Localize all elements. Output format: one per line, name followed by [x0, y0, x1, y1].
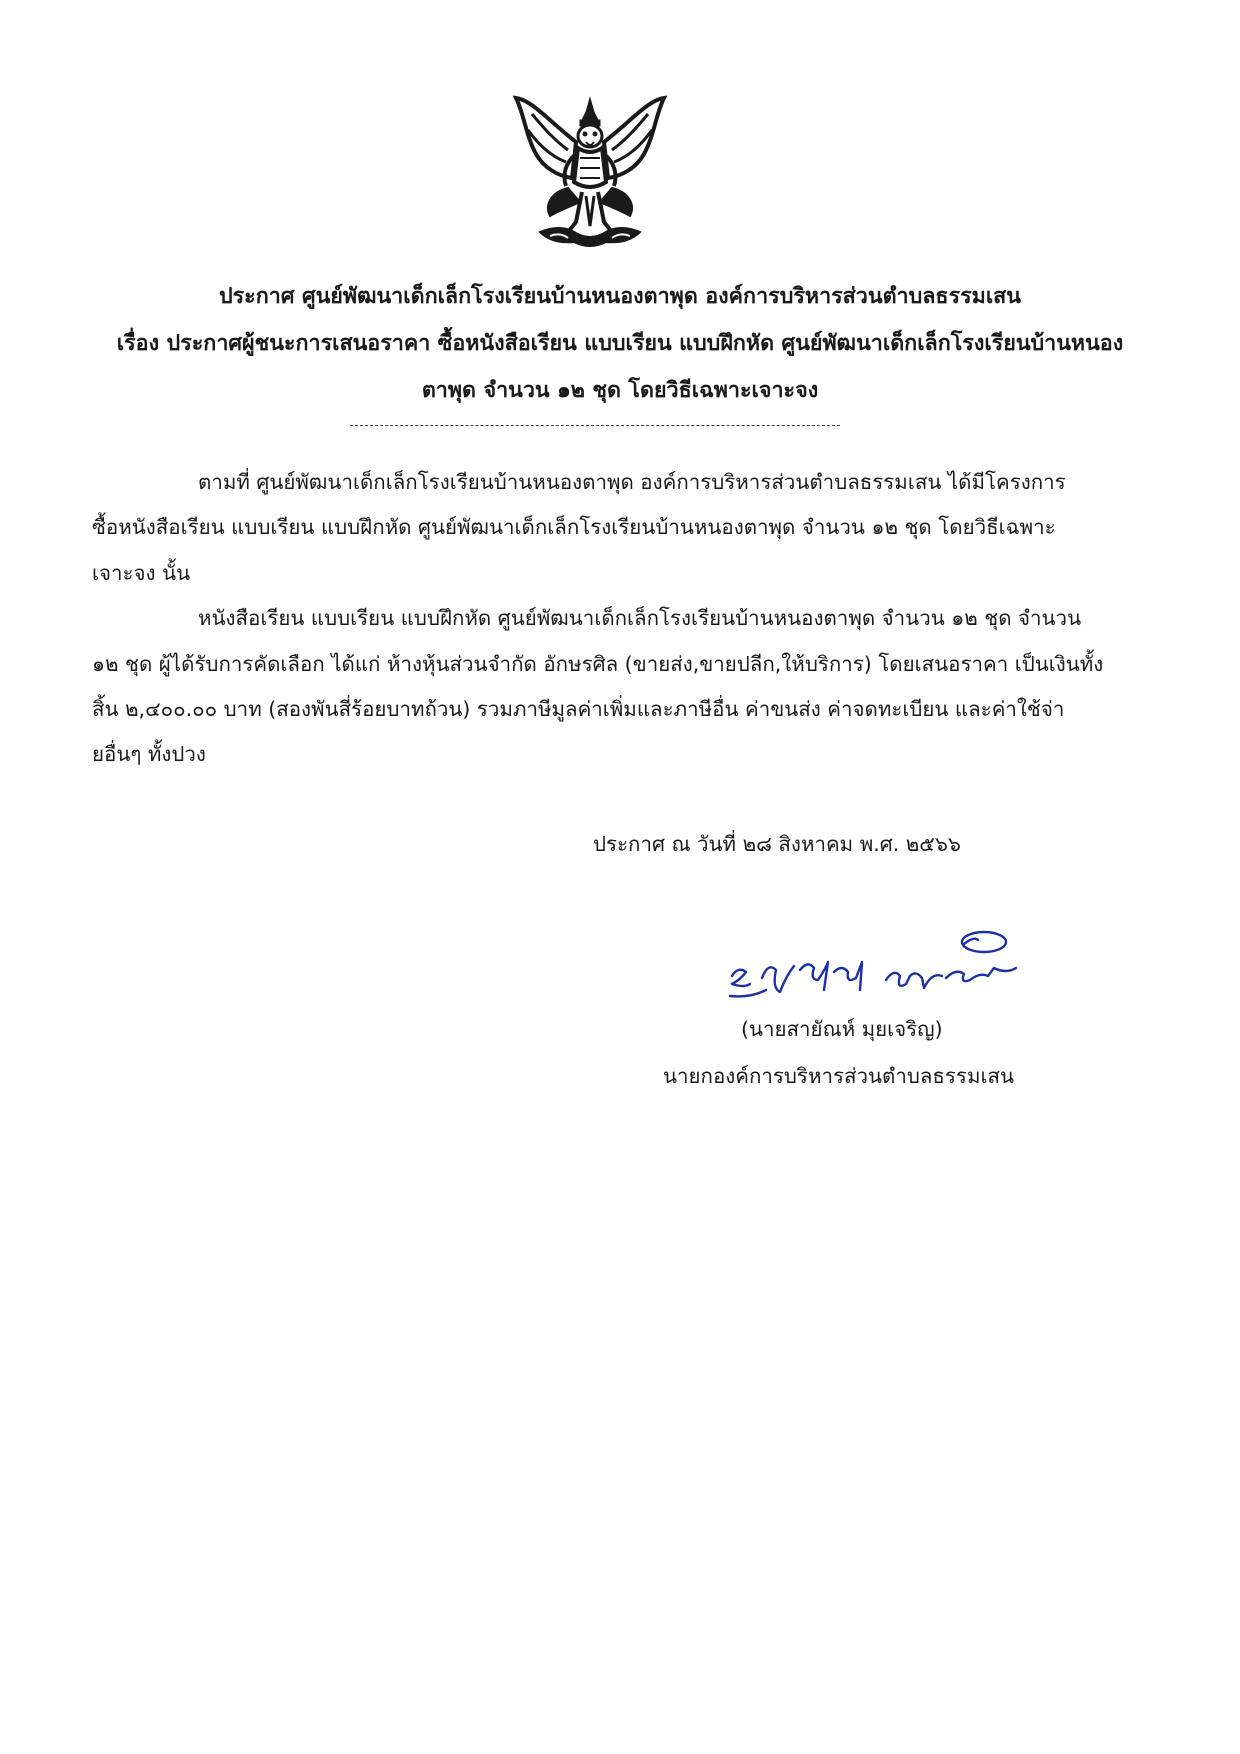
paragraph-1-line-2: ซื้อหนังสือเรียน แบบเรียน แบบฝึกหัด ศูนย์พัฒนาเด็กเล็กโรงเรียนบ้านหนองตาพุด จำนวน ๑๒ ชุด โดยวิธีเฉพาะ — [92, 515, 1056, 539]
signatory-name: (นายสายัณห์ มุยเจริญ) — [741, 1017, 943, 1041]
announcement-subject: เรื่อง ประกาศผู้ชนะการเสนอราคา ซื้อหนังสือเรียน แบบเรียน แบบฝึกหัด ศูนย์พัฒนาเด็กเล็กโรงเรียนบ้านหนอง — [116, 331, 1124, 356]
announcement-title: ประกาศ ศูนย์พัฒนาเด็กเล็กโรงเรียนบ้านหนองตาพุด องค์การบริหารส่วนตำบลธรรมเสน — [218, 284, 1021, 309]
paragraph-2-line-3: สิ้น ๒,๔๐๐.๐๐ บาท (สองพันสี่ร้อยบาทถ้วน) รวมภาษีมูลค่าเพิ่มและภาษีอื่น ค่าขนส่ง ค่าจดทะเบียน และค่าใช้จ่า — [92, 697, 1065, 721]
paragraph-1-line-3: เจาะจง นั้น — [92, 561, 191, 585]
announcement-subject-continued: ตาพุด จำนวน ๑๒ ชุด โดยวิธีเฉพาะเจาะจง — [421, 378, 819, 403]
handwritten-signature — [710, 918, 1040, 1028]
paragraph-2-line-4: ยอื่นๆ ทั้งปวง — [92, 742, 206, 766]
paragraph-2-line-2: ๑๒ ชุด ผู้ได้รับการคัดเลือก ได้แก่ ห้างหุ้นส่วนจำกัด อักษรศิล (ขายส่ง,ขายปลีก,ให้บริการ) โดยเสนอราคา เป็นเงินทั้ง — [92, 652, 1104, 676]
announcement-date: ประกาศ ณ วันที่ ๒๘ สิงหาคม พ.ศ. ๒๕๖๖ — [593, 832, 961, 856]
paragraph-2-line-1: หนังสือเรียน แบบเรียน แบบฝึกหัด ศูนย์พัฒนาเด็กเล็กโรงเรียนบ้านหนองตาพุด จำนวน ๑๒ ชุด จำนวน — [198, 606, 1082, 630]
garuda-emblem — [510, 92, 670, 252]
title-divider — [350, 425, 840, 426]
paragraph-1-line-1: ตามที่ ศูนย์พัฒนาเด็กเล็กโรงเรียนบ้านหนองตาพุด องค์การบริหารส่วนตำบลธรรมเสน ได้มีโครงการ — [198, 470, 1066, 494]
signatory-position: นายกองค์การบริหารส่วนตำบลธรรมเสน — [663, 1064, 1014, 1088]
